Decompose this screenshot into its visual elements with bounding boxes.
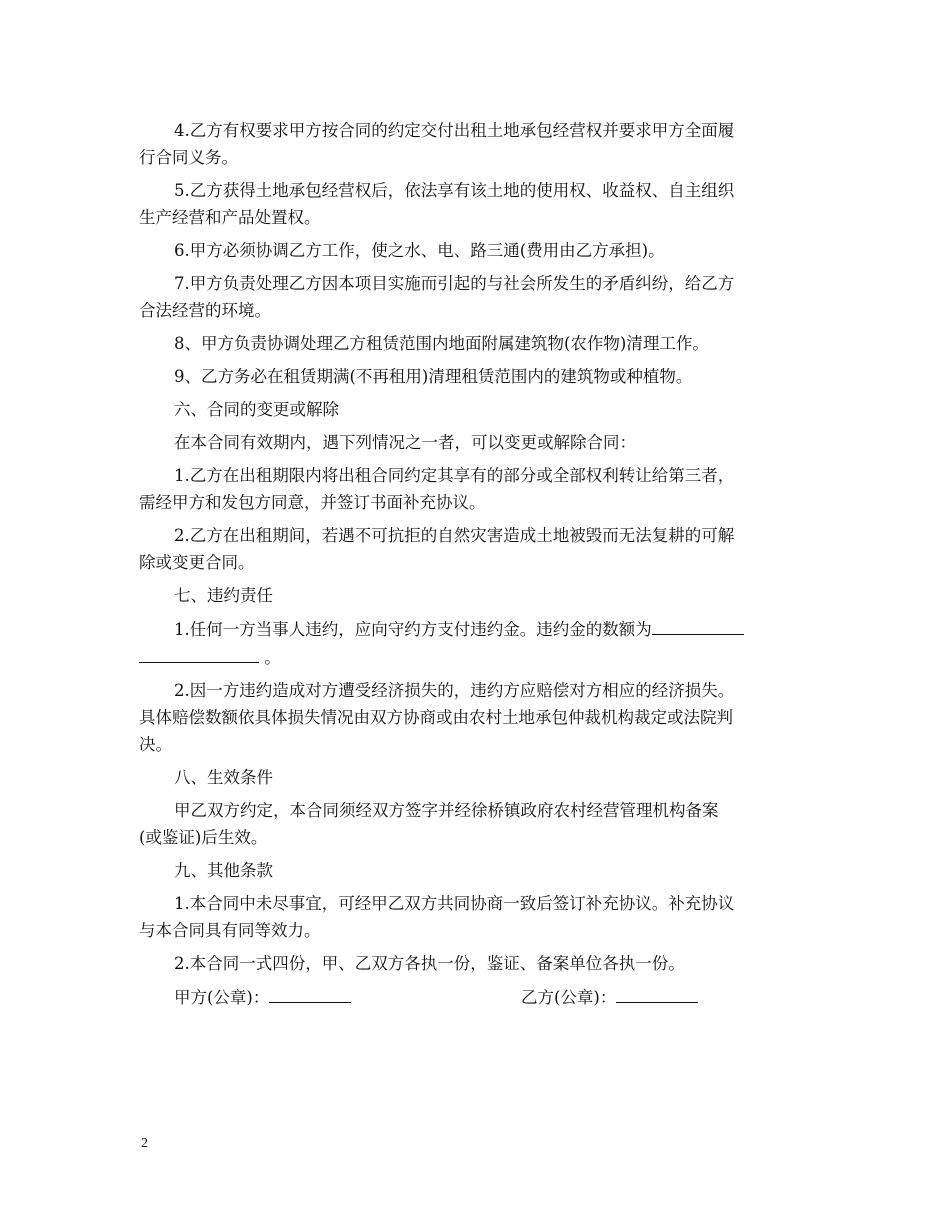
signature-row: [139, 983, 812, 1010]
party-b-signature: [521, 983, 698, 1011]
paragraph: [139, 677, 812, 758]
paragraph-line: 除或变更合同。: [139, 553, 255, 572]
page-number: 2: [141, 1136, 148, 1151]
party-b-label: 乙方(公章)：: [521, 988, 617, 1007]
paragraph: [139, 237, 812, 264]
paragraph-line: 决。: [139, 735, 172, 754]
paragraph-line: 甲乙双方约定，本合同须经双方签字并经徐桥镇政府农村经营管理机构备案: [174, 801, 719, 820]
paragraph: [139, 363, 812, 390]
paragraph-line: 2.本合同一式四份，甲、乙双方各执一份，鉴证、备案单位各执一份。: [174, 954, 685, 973]
paragraph-line: 1.本合同中未尽事宜，可经甲乙双方共同协商一致后签订补充协议。补充协议: [174, 894, 735, 913]
paragraph-line: 5.乙方获得土地承包经营权后，依法享有该土地的使用权、收益权、自主组织: [174, 181, 735, 200]
paragraph-line: 8、甲方负责协调处理乙方租赁范围内地面附属建筑物(农作物)清理工作。: [174, 334, 709, 353]
paragraph-line: 生产经营和产品处置权。: [139, 208, 321, 227]
paragraph: [139, 950, 812, 977]
paragraph: [139, 117, 812, 171]
paragraph-line: 7.甲方负责处理乙方因本项目实施而引起的与社会所发生的矛盾纠纷，给乙方: [174, 274, 735, 293]
paragraph: [139, 462, 812, 516]
paragraph: [139, 177, 812, 231]
paragraph: [139, 797, 812, 851]
paragraph-line: 需经甲方和发包方同意，并签订书面补充协议。: [139, 493, 486, 512]
paragraph: [139, 429, 812, 456]
contract-body: [139, 117, 812, 1010]
paragraph-line: 9、乙方务必在租赁期满(不再租用)清理租赁范围内的建筑物或种植物。: [174, 367, 693, 386]
paragraph: [139, 522, 812, 576]
paragraph-line: 七、违约责任: [174, 586, 273, 605]
penalty-end: 。: [264, 648, 281, 667]
paragraph: [139, 270, 812, 324]
paragraph-line: 具体赔偿数额依具体损失情况由双方协商或由农村土地承包仲裁机构裁定或法院判: [139, 708, 733, 727]
paragraph-line: 在本合同有效期内，遇下列情况之一者，可以变更或解除合同：: [174, 433, 636, 452]
paragraph-line: 2.因一方违约造成对方遭受经济损失的，违约方应赔偿对方相应的经济损失。: [174, 681, 735, 700]
penalty-text: 1.任何一方当事人违约，应向守约方支付违约金。违约金的数额为: [174, 620, 652, 639]
paragraph-line: 合法经营的环境。: [139, 301, 271, 320]
paragraph: [139, 890, 812, 944]
penalty-amount-blank-cont: [139, 643, 259, 663]
paragraph-line: 6.甲方必须协调乙方工作，使之水、电、路三通(费用由乙方承担)。: [174, 241, 665, 260]
party-a-label: 甲方(公章)：: [174, 988, 270, 1007]
paragraph-line: 行合同义务。: [139, 148, 238, 167]
paragraph-line: 八、生效条件: [174, 768, 273, 787]
party-a-signature: [174, 983, 351, 1011]
paragraph: [139, 857, 812, 884]
paragraph-line: 4.乙方有权要求甲方按合同的约定交付出租土地承包经营权并要求甲方全面履: [174, 121, 735, 140]
penalty-amount-blank: [652, 615, 744, 635]
paragraph: [139, 396, 812, 423]
paragraph: [139, 582, 812, 609]
paragraph: [139, 330, 812, 357]
penalty-clause: [139, 615, 812, 671]
paragraph-line: 九、其他条款: [174, 861, 273, 880]
paragraph-line: 2.乙方在出租期间，若遇不可抗拒的自然灾害造成土地被毁而无法复耕的可解: [174, 526, 735, 545]
party-b-blank: [616, 983, 698, 1003]
paragraph-line: 六、合同的变更或解除: [174, 400, 339, 419]
paragraph-line: (或鉴证)后生效。: [139, 828, 268, 847]
paragraph: [139, 764, 812, 791]
party-a-blank: [269, 983, 351, 1003]
paragraph-line: 与本合同具有同等效力。: [139, 921, 321, 940]
paragraph-line: 1.乙方在出租期限内将出租合同约定其享有的部分或全部权利转让给第三者，: [174, 466, 735, 485]
